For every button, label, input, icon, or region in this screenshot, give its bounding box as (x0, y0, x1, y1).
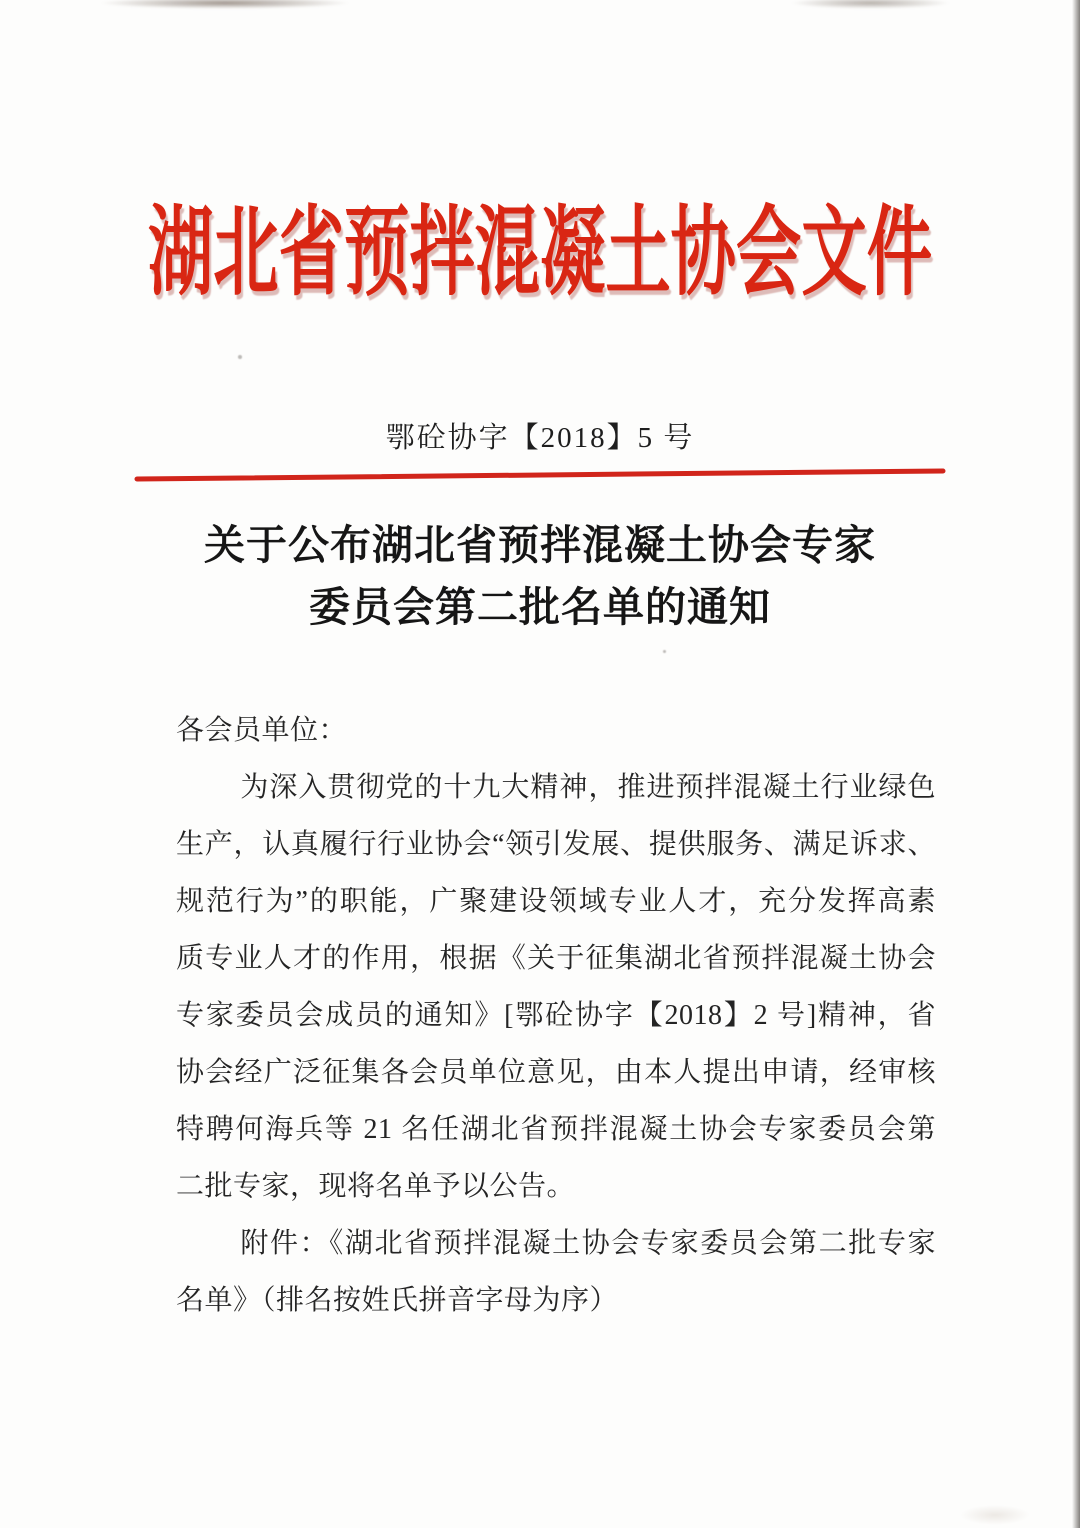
body-line: 特聘何海兵等 21 名任湖北省预拌混凝土协会专家委员会第 (176, 1114, 936, 1145)
body-line: 协会经广泛征集各会员单位意见，由本人提出申请，经审核 (176, 1057, 936, 1088)
scan-smudge-top-right (788, 0, 953, 9)
scan-speck (663, 650, 666, 653)
body-line: 附件：《湖北省预拌混凝土协会专家委员会第二批专家 (240, 1228, 936, 1259)
body-line: 质专业人才的作用，根据《关于征集湖北省预拌混凝土协会 (176, 943, 936, 974)
red-divider-line (134, 468, 946, 482)
letterhead (0, 190, 1080, 320)
notice-title (0, 514, 1080, 638)
letterhead-title: 湖北省预拌混凝土协会文件 (147, 200, 933, 309)
scan-speck (238, 355, 242, 359)
body-line: 各会员单位： (176, 715, 348, 746)
scan-smudge-bottom (960, 1505, 1030, 1525)
notice-title-line1: 关于公布湖北省预拌混凝土协会专家 (204, 522, 876, 568)
notice-title-line2: 委员会第二批名单的通知 (309, 584, 771, 630)
body-line: 规范行为”的职能，广聚建设领域专业人才，充分发挥高素 (176, 886, 936, 917)
body-line: 名单》（排名按姓氏拼音字母为序） (176, 1285, 619, 1316)
body-text (176, 702, 936, 1329)
body-line: 专家委员会成员的通知》[鄂砼协字【2018】2 号]精神，省 (176, 1000, 936, 1031)
body-line: 二批专家，现将名单予以公告。 (176, 1171, 576, 1202)
scan-smudge-top-left (95, 0, 355, 9)
document-number: 鄂砼协字【2018】5 号 (385, 422, 695, 454)
red-divider-path (137, 471, 943, 479)
body-line: 生产，认真履行行业协会“领引发展、提供服务、满足诉求、 (176, 829, 936, 860)
body-line: 为深入贯彻党的十九大精神，推进预拌混凝土行业绿色 (240, 772, 936, 803)
